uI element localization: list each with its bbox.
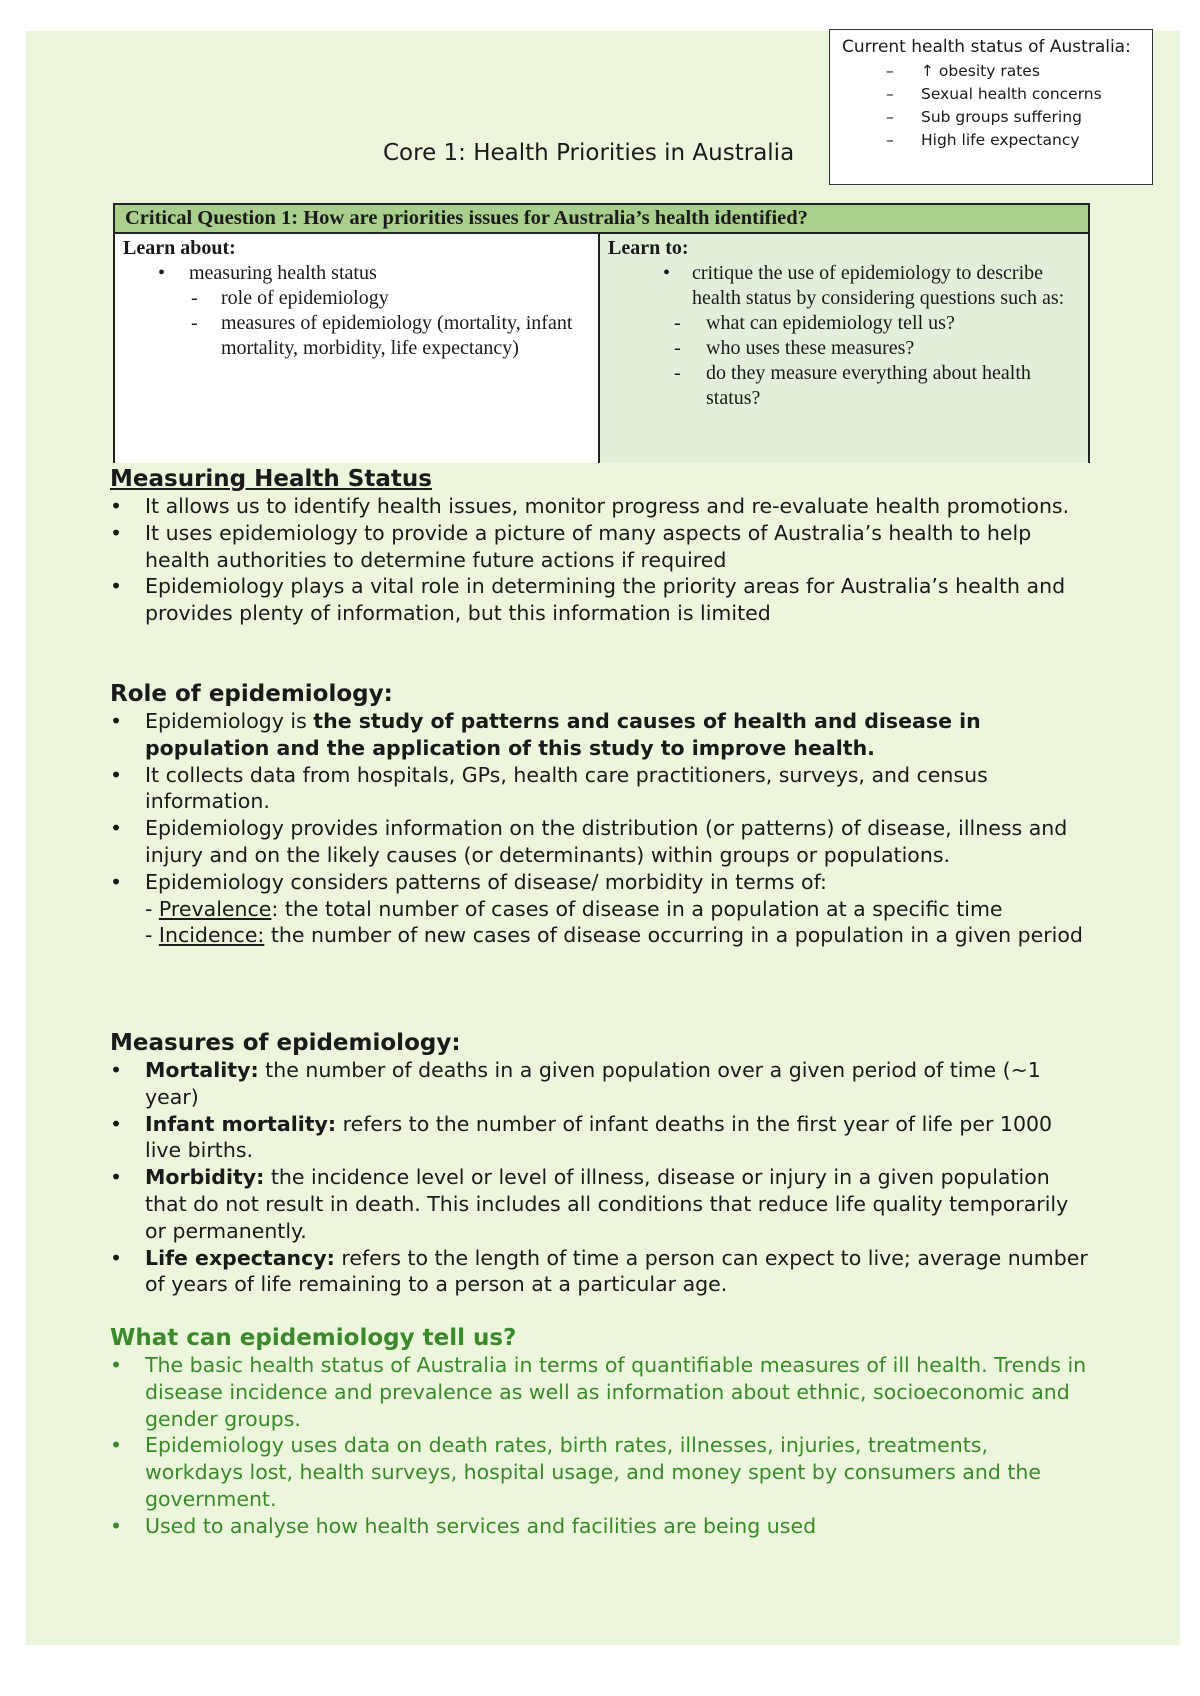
learn-about-label: Learn about: bbox=[123, 237, 236, 259]
learn-to-label: Learn to: bbox=[608, 237, 689, 259]
list-item: • Epidemiology plays a vital role in determining the priority areas for Australia’s health and provides plenty of information, but this information is limited bbox=[110, 573, 1090, 627]
list-item bbox=[110, 1057, 1090, 1111]
measures-list bbox=[110, 1057, 1090, 1298]
measure-def: refers to the number of infant deaths in the first year of life per 1000 live births. bbox=[145, 1111, 1053, 1163]
role-section bbox=[110, 681, 1090, 949]
tell-us-section bbox=[110, 1325, 1090, 1540]
list-item: • The basic health status of Australia in terms of quantifiable measures of ill health. Trends in disease incidence and prevalence as well as information about ethnic, socioeconomic and gender groups. bbox=[110, 1352, 1090, 1432]
status-item: – High life expectancy bbox=[886, 129, 1140, 152]
list-item bbox=[110, 1245, 1090, 1299]
status-box-title: Current health status of Australia: bbox=[842, 37, 1131, 57]
critical-question-table bbox=[113, 203, 1090, 463]
learn-about-dash: - measures of epidemiology (mortality, infant mortality, morbidity, life expectancy) bbox=[123, 311, 590, 361]
measure-term: Morbidity: bbox=[145, 1165, 265, 1190]
list-item bbox=[110, 869, 1090, 949]
critical-question-heading: Critical Question 1: How are priorities issues for Australia’s health identified? bbox=[115, 205, 1088, 234]
measuring-list bbox=[110, 493, 1090, 627]
measure-def: the incidence level or level of illness, disease or injury in a given population that do not result in death. This includes all conditions that reduce life quality temporarily or permanently. bbox=[145, 1165, 1069, 1243]
learn-to-dash: - who uses these measures? bbox=[608, 336, 1080, 361]
status-list bbox=[842, 60, 1140, 152]
prevalence-term: Prevalence bbox=[158, 896, 272, 921]
measure-term: Infant mortality: bbox=[145, 1111, 337, 1136]
learn-to-dash: - what can epidemiology tell us? bbox=[608, 311, 1080, 336]
measure-term: Mortality: bbox=[145, 1058, 259, 1082]
list-item: • It allows us to identify health issues, monitor progress and re-evaluate health promotions. bbox=[110, 493, 1090, 520]
list-item: • Epidemiology provides information on the distribution (or patterns) of disease, illness and injury and on the likely causes (or determinants) within groups or populations. bbox=[110, 815, 1090, 869]
page-title: Core 1: Health Priorities in Australia bbox=[383, 140, 795, 166]
tell-us-heading: What can epidemiology tell us? bbox=[110, 1325, 517, 1351]
role-item-bold: the study of patterns and causes of health and disease in population and the application of this study to improve health. bbox=[145, 709, 981, 760]
measuring-heading: Measuring Health Status bbox=[110, 466, 432, 492]
tell-us-list bbox=[110, 1352, 1090, 1540]
learn-about-dash: - role of epidemiology bbox=[123, 286, 590, 311]
learn-about-cell bbox=[115, 234, 600, 463]
role-item-text: • Epidemiology considers patterns of disease/ morbidity in terms of: bbox=[145, 869, 827, 894]
list-item: • Used to analyse how health services and facilities are being used bbox=[110, 1513, 1090, 1540]
role-item-prefix: Epidemiology is bbox=[145, 709, 314, 733]
health-status-box bbox=[829, 29, 1153, 185]
learn-about-bullet: • measuring health status bbox=[123, 261, 590, 286]
list-item: • Epidemiology uses data on death rates, birth rates, illnesses, injuries, treatments, workdays lost, health surveys, hospital usage, and money spent by consumers and the government. bbox=[110, 1432, 1090, 1512]
list-item bbox=[110, 1164, 1090, 1244]
measuring-section bbox=[110, 466, 1090, 627]
learn-to-dash: - do they measure everything about health status? bbox=[608, 361, 1080, 411]
prevalence-def: : the total number of cases of disease in a population at a specific time bbox=[271, 896, 1003, 921]
incidence-term: Incidence: bbox=[158, 923, 265, 948]
status-item: – Sub groups suffering bbox=[886, 106, 1140, 129]
measure-def: the number of deaths in a given population over a given period of time (~1 year) bbox=[145, 1058, 1041, 1109]
measures-heading: Measures of epidemiology: bbox=[110, 1030, 461, 1056]
learn-to-bullet: • critique the use of epidemiology to describe health status by considering questions such as: bbox=[608, 261, 1080, 311]
learn-to-cell bbox=[600, 234, 1088, 463]
role-heading: Role of epidemiology: bbox=[110, 681, 393, 707]
list-item bbox=[110, 708, 1090, 762]
measure-def: refers to the length of time a person can expect to live; average number of years of life remaining to a person at a particular age. bbox=[145, 1245, 1088, 1297]
role-list bbox=[110, 708, 1090, 949]
status-item: – ↑ obesity rates bbox=[886, 60, 1140, 83]
incidence-line: - Incidence: the number of new cases of disease occurring in a population in a given period bbox=[145, 923, 1083, 948]
list-item: • It uses epidemiology to provide a picture of many aspects of Australia’s health to help health authorities to determine future actions if required bbox=[110, 520, 1090, 574]
list-item bbox=[110, 1111, 1090, 1165]
measures-section bbox=[110, 1030, 1090, 1298]
incidence-def: the number of new cases of disease occurring in a population in a given period bbox=[264, 923, 1083, 948]
status-item: – Sexual health concerns bbox=[886, 83, 1140, 106]
prevalence-line: - Prevalence: the total number of cases of disease in a population at a specific time bbox=[145, 896, 1003, 921]
list-item: • It collects data from hospitals, GPs, health care practitioners, surveys, and census information. bbox=[110, 762, 1090, 816]
measure-term: Life expectancy: bbox=[145, 1245, 335, 1270]
